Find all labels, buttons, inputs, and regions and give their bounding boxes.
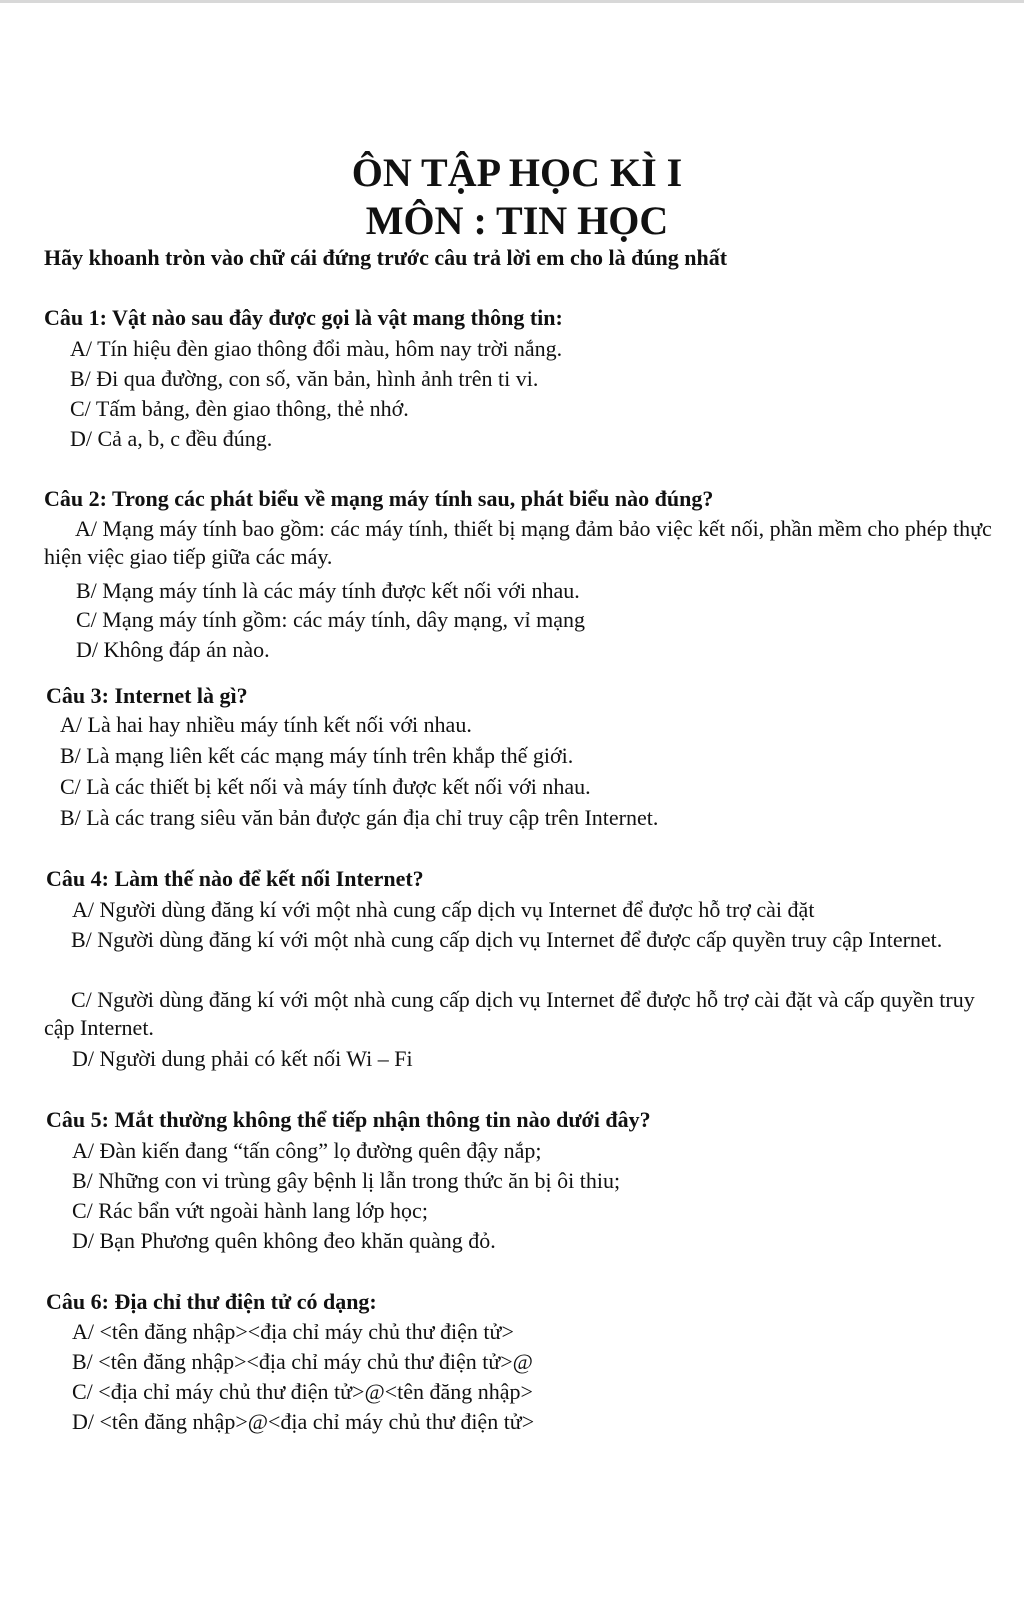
question-4-option-c: C/ Người dùng đăng kí với một nhà cung cấp dịch vụ Internet để được hỗ trợ cài đặt và cấp quyền truy cập Internet.	[44, 987, 975, 1040]
question-2-title: Câu 2: Trong các phát biểu về mạng máy tính sau, phát biểu nào đúng?	[44, 486, 714, 511]
top-divider	[0, 0, 1024, 3]
question-4-option-a: A/ Người dùng đăng kí với một nhà cung cấp dịch vụ Internet để được hỗ trợ cài đặt	[72, 897, 815, 922]
question-4-option-b: B/ Người dùng đăng kí với một nhà cung cấp dịch vụ Internet để được cấp quyền truy cập Internet.	[71, 927, 943, 952]
page-subtitle: MÔN : TIN HỌC	[365, 198, 669, 243]
question-5-option-d: D/ Bạn Phương quên không đeo khăn quàng đỏ.	[72, 1228, 496, 1253]
question-2-option-d: D/ Không đáp án nào.	[76, 637, 270, 662]
question-6-option-b: B/ <tên đăng nhập><địa chỉ máy chủ thư điện tử>@	[72, 1349, 533, 1374]
question-2-option-c: C/ Mạng máy tính gồm: các máy tính, dây mạng, vỉ mạng	[76, 607, 585, 632]
question-6-option-a: A/ <tên đăng nhập><địa chỉ máy chủ thư điện tử>	[72, 1319, 514, 1344]
question-3-option-a: A/ Là hai hay nhiều máy tính kết nối với nhau.	[60, 712, 472, 737]
question-1-option-a: A/ Tín hiệu đèn giao thông đổi màu, hôm nay trời nắng.	[70, 336, 563, 361]
question-5-option-b: B/ Những con vi trùng gây bệnh lị lẫn trong thức ăn bị ôi thiu;	[72, 1168, 621, 1193]
question-1-option-c: C/ Tấm bảng, đèn giao thông, thẻ nhớ.	[70, 396, 409, 421]
question-6-option-c: C/ <địa chỉ máy chủ thư điện tử>@<tên đăng nhập>	[72, 1379, 533, 1404]
page-title: ÔN TẬP HỌC KÌ I	[351, 150, 683, 195]
question-4-option-d: D/ Người dung phải có kết nối Wi – Fi	[72, 1046, 413, 1071]
question-5-option-a: A/ Đàn kiến đang “tấn công” lọ đường quên đậy nắp;	[72, 1138, 542, 1163]
question-5-title: Câu 5: Mắt thường không thể tiếp nhận thông tin nào dưới đây?	[46, 1107, 651, 1132]
question-3-title: Câu 3: Internet là gì?	[46, 683, 248, 708]
question-6-title: Câu 6: Địa chỉ thư điện tử có dạng:	[46, 1289, 377, 1314]
question-3-option-c: C/ Là các thiết bị kết nối và máy tính được kết nối với nhau.	[60, 774, 591, 799]
question-3-option-b: B/ Là mạng liên kết các mạng máy tính trên khắp thế giới.	[60, 743, 574, 768]
instruction-text: Hãy khoanh tròn vào chữ cái đứng trước câu trả lời em cho là đúng nhất	[44, 245, 728, 270]
question-1-option-b: B/ Đi qua đường, con số, văn bản, hình ảnh trên ti vi.	[70, 366, 539, 391]
question-5-option-c: C/ Rác bẩn vứt ngoài hành lang lớp học;	[72, 1198, 428, 1223]
question-3-option-d: B/ Là các trang siêu văn bản được gán địa chỉ truy cập trên Internet.	[60, 805, 659, 830]
question-2-option-b: B/ Mạng máy tính là các máy tính được kết nối với nhau.	[76, 578, 580, 603]
question-6-option-d: D/ <tên đăng nhập>@<địa chỉ máy chủ thư điện tử>	[72, 1409, 535, 1434]
question-4-title: Câu 4: Làm thế nào để kết nối Internet?	[46, 866, 424, 891]
question-1-title: Câu 1: Vật nào sau đây được gọi là vật mang thông tin:	[44, 305, 563, 330]
question-1-option-d: D/ Cả a, b, c đều đúng.	[70, 426, 273, 451]
question-2-option-a: A/ Mạng máy tính bao gồm: các máy tính, thiết bị mạng đảm bảo việc kết nối, phần mềm cho phép thực hiện việc giao tiếp giữa các máy.	[44, 516, 992, 569]
